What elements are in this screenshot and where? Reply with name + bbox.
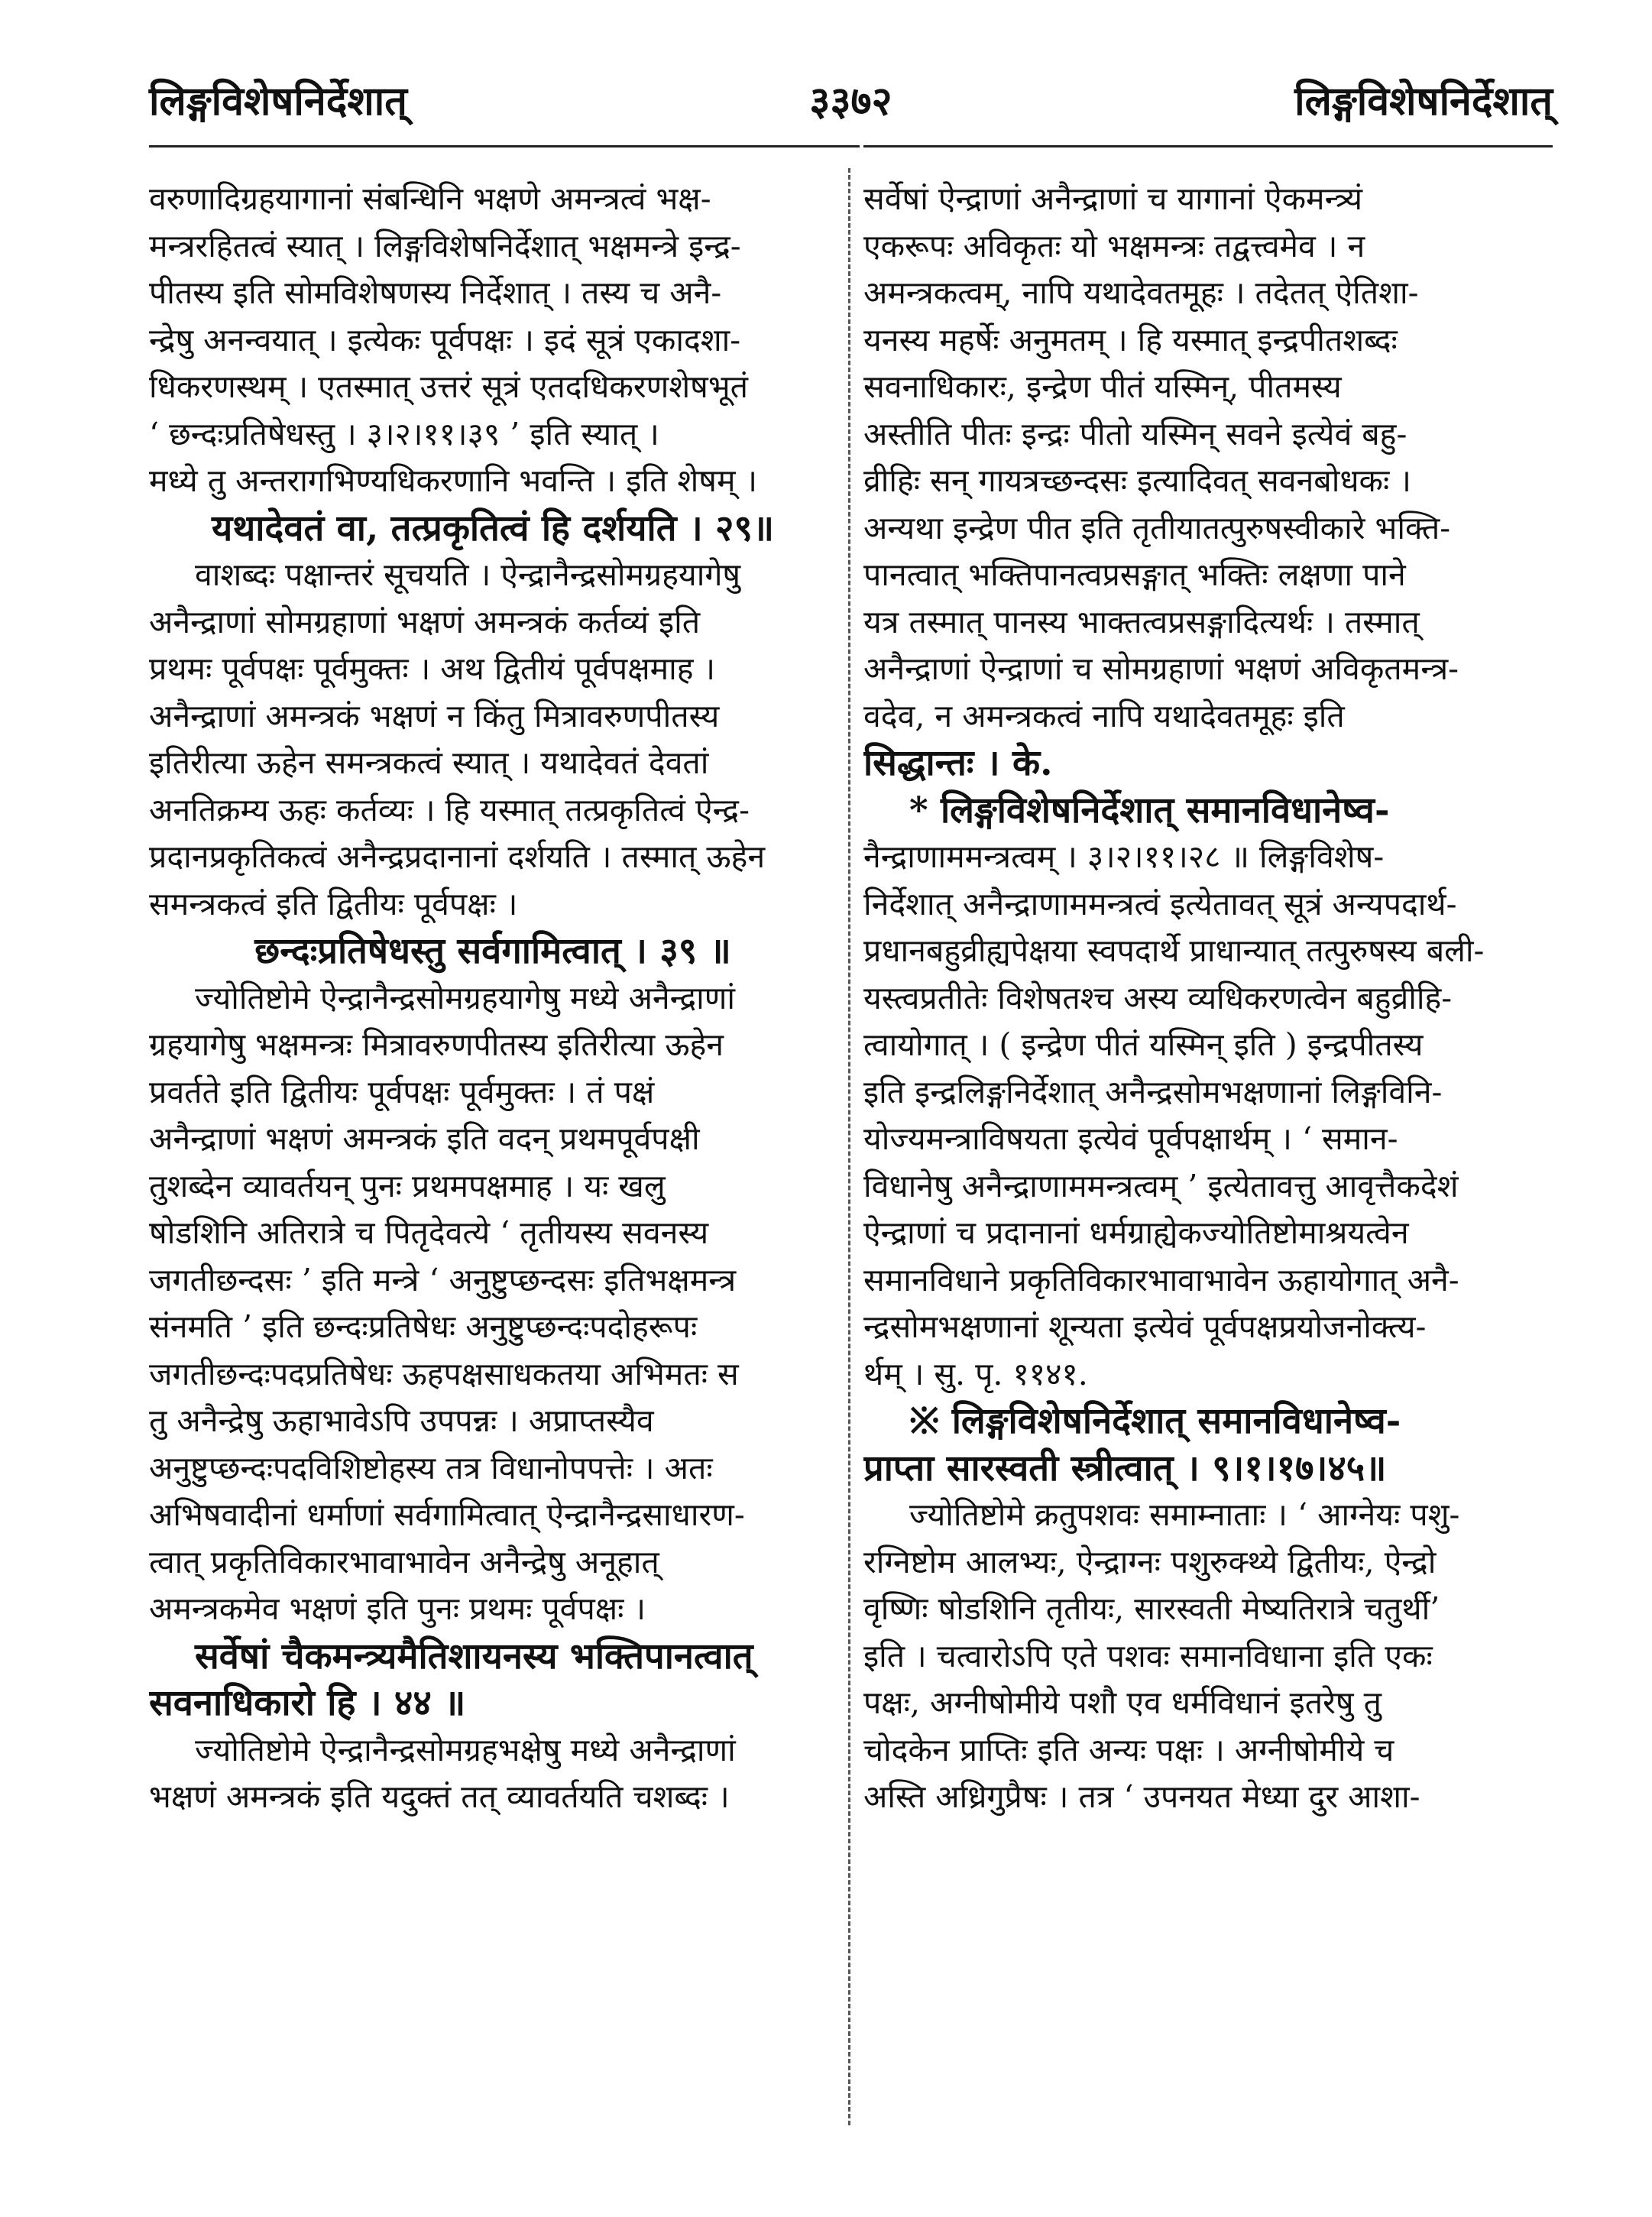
text-line: वदेव, न अमन्त्रकत्वं नापि यथादेवतमूहः इति [863,697,1345,734]
column-divider [848,168,850,2125]
text-line: मन्त्ररहितत्वं स्यात् । लिङ्गविशेषनिर्देशात् भक्षमन्त्रे इन्द्र- [149,227,741,264]
text-line: सवनाधिकारः, इन्द्रेण पीतं यस्मिन्, पीतमस्य [863,368,1342,405]
text-line: यस्त्वप्रतीतेः विशेषतश्च अस्य व्यधिकरणत्वेन बहुव्रीहि- [863,979,1453,1016]
text-line: यनस्य महर्षेः अनुमतम् । हि यस्मात् इन्द्रपीतशब्दः [863,321,1398,358]
text-line: तुशब्देन व्यावर्तयन् पुनः प्रथमपक्षमाह । यः खलु [149,1167,666,1204]
right-column [863,176,1551,2156]
text-line: अन्यथा इन्द्रेण पीत इति तृतीयातत्पुरुषस्वीकारे भक्ति- [863,509,1451,546]
text-line: समन्त्रकत्वं इति द्वितीयः पूर्वपक्षः । [149,885,518,922]
text-line: त्वात् प्रकृतिविकारभावाभावेन अनैन्द्रेषु अनूहात् [149,1543,659,1580]
running-head-right: लिङ्गविशेषनिर्देशात् [1294,78,1553,125]
text-line: ज्योतिष्टोमे ऐन्द्रानैन्द्रसोमग्रहयागेषु मध्ये अनैन्द्राणां [195,979,735,1016]
text-line: नैन्द्राणाममन्त्रत्वम् । ३।२।११।२८ ॥ लिङ्गविशेष- [863,838,1385,875]
text-line: ‘ छन्दःप्रतिषेधस्तु । ३।२।११।३९ ’ इति स्यात् । [149,415,659,452]
header-rule-left [149,145,860,147]
text-line: योज्यमन्त्राविषयता इत्येवं पूर्वपक्षार्थम् । ‘ समान- [863,1120,1398,1157]
text-line: इतिरीत्या ऊहेन समन्त्रकत्वं स्यात् । यथादेवतं देवतां [149,744,709,781]
text-line: संनमति ’ इति छन्दःप्रतिषेधः अनुष्टुप्छन्दःपदोहरूपः [149,1308,698,1345]
header-rule-right [863,145,1553,147]
text-line: * लिङ्गविशेषनिर्देशात् समानविधानेष्व- [909,789,1390,831]
text-line: चोदकेन प्राप्तिः इति अन्यः पक्षः । अग्नीषोमीये च [863,1731,1394,1768]
text-line: सर्वेषां चैकमन्त्र्यमैतिशायनस्य भक्तिपानत्वात् [195,1635,753,1677]
text-line: इति । चत्वारोऽपि एते पशवः समानविधाना इति एकः [863,1637,1433,1674]
text-line: धिकरणस्थम् । एतस्मात् उत्तरं सूत्रं एतदधिकरणशेषभूतं [149,368,749,405]
text-line: सर्वेषां ऐन्द्राणां अनैन्द्राणां च यागानां ऐकमन्त्र्यं [863,180,1363,217]
text-line: ऐन्द्राणां च प्रदानानां धर्मग्राह्येकज्योतिष्टोमाश्रयत्वेन [863,1214,1409,1251]
text-line: प्रधानबहुव्रीह्यपेक्षया स्वपदार्थे प्राधान्यात् तत्पुरुषस्य बली- [863,932,1485,969]
text-line: अमन्त्रकत्वम्, नापि यथादेवतमूहः । तदेतत् ऐतिशा- [863,274,1419,311]
text-line: अमन्त्रकमेव भक्षणं इति पुनः प्रथमः पूर्वपक्षः । [149,1590,646,1627]
text-line: वरुणादिग्रहयागानां संबन्धिनि भक्षणे अमन्त्रत्वं भक्ष- [149,180,711,217]
left-column [149,176,837,2156]
text-line: अनतिक्रम्य ऊहः कर्तव्यः । हि यस्मात् तत्प्रकृतित्वं ऐन्द्र- [149,791,750,828]
text-line: अनुष्टुप्छन्दःपदविशिष्टोहस्य तत्र विधानोपपत्तेः । अतः [149,1449,713,1486]
page-number: ३३७२ [809,78,892,125]
text-line: वाशब्दः पक्षान्तरं सूचयति । ऐन्द्रानैन्द्रसोमग्रहयागेषु [195,556,741,593]
text-line: षोडशिनि अतिरात्रे च पितृदेवत्ये ‘ तृतीयस्य सवनस्य [149,1214,709,1251]
text-line: यत्र तस्मात् पानस्य भाक्तत्वप्रसङ्गादित्यर्थः । तस्मात् [863,603,1420,640]
text-line: प्रवर्तते इति द्वितीयः पूर्वपक्षः पूर्वमुक्तः । तं पक्षं [149,1073,655,1110]
text-line: ※ लिङ्गविशेषनिर्देशात् समानविधानेष्व- [909,1400,1401,1442]
text-line: पानत्वात् भक्तिपानत्वप्रसङ्गात् भक्तिः लक्षणा पाने [863,556,1406,593]
text-line: समानविधाने प्रकृतिविकारभावाभावेन ऊहायोगात् अनै- [863,1261,1459,1298]
text-line: एकरूपः अविकृतः यो भक्षमन्त्रः तद्वत्त्वमेव । न [863,227,1365,264]
text-line: अनैन्द्राणां भक्षणं अमन्त्रकं इति वदन् प्रथमपूर्वपक्षी [149,1120,700,1157]
text-line: यथादेवतं वा, तत्प्रकृतित्वं हि दर्शयति । २९॥ [211,507,775,549]
text-line: प्रदानप्रकृतिकत्वं अनैन्द्रप्रदानानां दर्शयति । तस्मात् ऊहेन [149,838,766,875]
text-line: अनैन्द्राणां ऐन्द्राणां च सोमग्रहाणां भक्षणं अविकृतमन्त्र- [863,650,1459,687]
text-line: व्रीहिः सन् गायत्रच्छन्दसः इत्यादिवत् सवनबोधकः । [863,462,1411,499]
text-line: अनैन्द्राणां सोमग्रहाणां भक्षणं अमन्त्रकं कर्तव्यं इति [149,603,701,640]
text-line: त्वायोगात् । ( इन्द्रेण पीतं यस्मिन् इति ) इन्द्रपीतस्य [863,1026,1424,1063]
text-line: छन्दःप्रतिषेधस्तु सर्वगामित्वात् । ३९ ॥ [254,930,731,972]
page-header [149,73,1553,157]
text-line: अस्तीति पीतः इन्द्रः पीतो यस्मिन् सवने इत्येवं बहु- [863,415,1407,452]
running-head-left: लिङ्गविशेषनिर्देशात् [149,78,407,125]
text-line: अनैन्द्राणां अमन्त्रकं भक्षणं न किंतु मित्रावरुणपीतस्य [149,697,720,734]
text-line: र्थम् । सु. पृ. ११४१. [863,1355,1088,1392]
text-line: विधानेषु अनैन्द्राणाममन्त्रत्वम् ’ इत्येतावत्तु आवृत्तैकदेशं [863,1167,1459,1204]
text-line: इति इन्द्रलिङ्गनिर्देशात् अनैन्द्रसोमभक्षणानां लिङ्गविनि- [863,1073,1443,1110]
text-line: जगतीछन्दसः ’ इति मन्त्रे ‘ अनुष्टुप्छन्दसः इतिभक्षमन्त्र [149,1261,737,1298]
text-line: प्रथमः पूर्वपक्षः पूर्वमुक्तः । अथ द्वितीयं पूर्वपक्षमाह । [149,650,716,687]
text-line: सवनाधिकारो हि । ४४ ॥ [149,1682,466,1724]
text-line: ग्रहयागेषु भक्षमन्त्रः मित्रावरुणपीतस्य इतिरीत्या ऊहेन [149,1026,724,1063]
text-line: न्द्रसोमभक्षणानां शून्यता इत्येवं पूर्वपक्षप्रयोजनोक्त्य- [863,1308,1427,1345]
text-line: ज्योतिष्टोमे क्रतुपशवः समाम्नाताः । ‘ आग्नेयः पशु- [909,1496,1460,1533]
text-line: पीतस्य इति सोमविशेषणस्य निर्देशात् । तस्य च अनै- [149,274,722,311]
text-line: अभिषवादीनां धर्माणां सर्वगामित्वात् ऐन्द्रानैन्द्रसाधारण- [149,1496,745,1533]
text-line: तु अनैन्द्रेषु ऊहाभावेऽपि उपपन्नः । अप्राप्तस्यैव [149,1402,654,1439]
text-line: प्राप्ता सारस्वती स्त्रीत्वात् । ९।१।१७।४५॥ [863,1447,1387,1489]
text-line: अस्ति अध्रिगुप्रैषः । तत्र ‘ उपनयत मेध्या दुर आशा- [863,1778,1420,1815]
text-line: सिद्धान्तः । के. [863,742,1053,784]
text-line: रग्निष्टोम आलभ्यः, ऐन्द्राग्नः पशुरुक्थ्ये द्वितीयः, ऐन्द्रो [863,1543,1437,1580]
text-line: जगतीछन्दःपदप्रतिषेधः ऊहपक्षसाधकतया अभिमतः स [149,1355,739,1392]
text-line: निर्देशात् अनैन्द्राणाममन्त्रत्वं इत्येतावत् सूत्रं अन्यपदार्थ- [863,885,1457,922]
text-line: मध्ये तु अन्तरागभिण्यधिकरणानि भवन्ति । इति शेषम् । [149,462,758,499]
text-line: पक्षः, अग्नीषोमीये पशौ एव धर्मविधानं इतरेषु तु [863,1684,1382,1721]
text-line: न्द्रेषु अनन्वयात् । इत्येकः पूर्वपक्षः । इदं सूत्रं एकादशा- [149,321,741,358]
text-line: वृष्णिः षोडशिनि तृतीयः, सारस्वती मेष्यतिरात्रे चतुर्थी’ [863,1590,1440,1627]
text-line: ज्योतिष्टोमे ऐन्द्रानैन्द्रसोमग्रहभक्षेषु मध्ये अनैन्द्राणां [195,1731,736,1768]
text-line: भक्षणं अमन्त्रकं इति यदुक्तं तत् व्यावर्तयति चशब्दः । [149,1778,730,1815]
